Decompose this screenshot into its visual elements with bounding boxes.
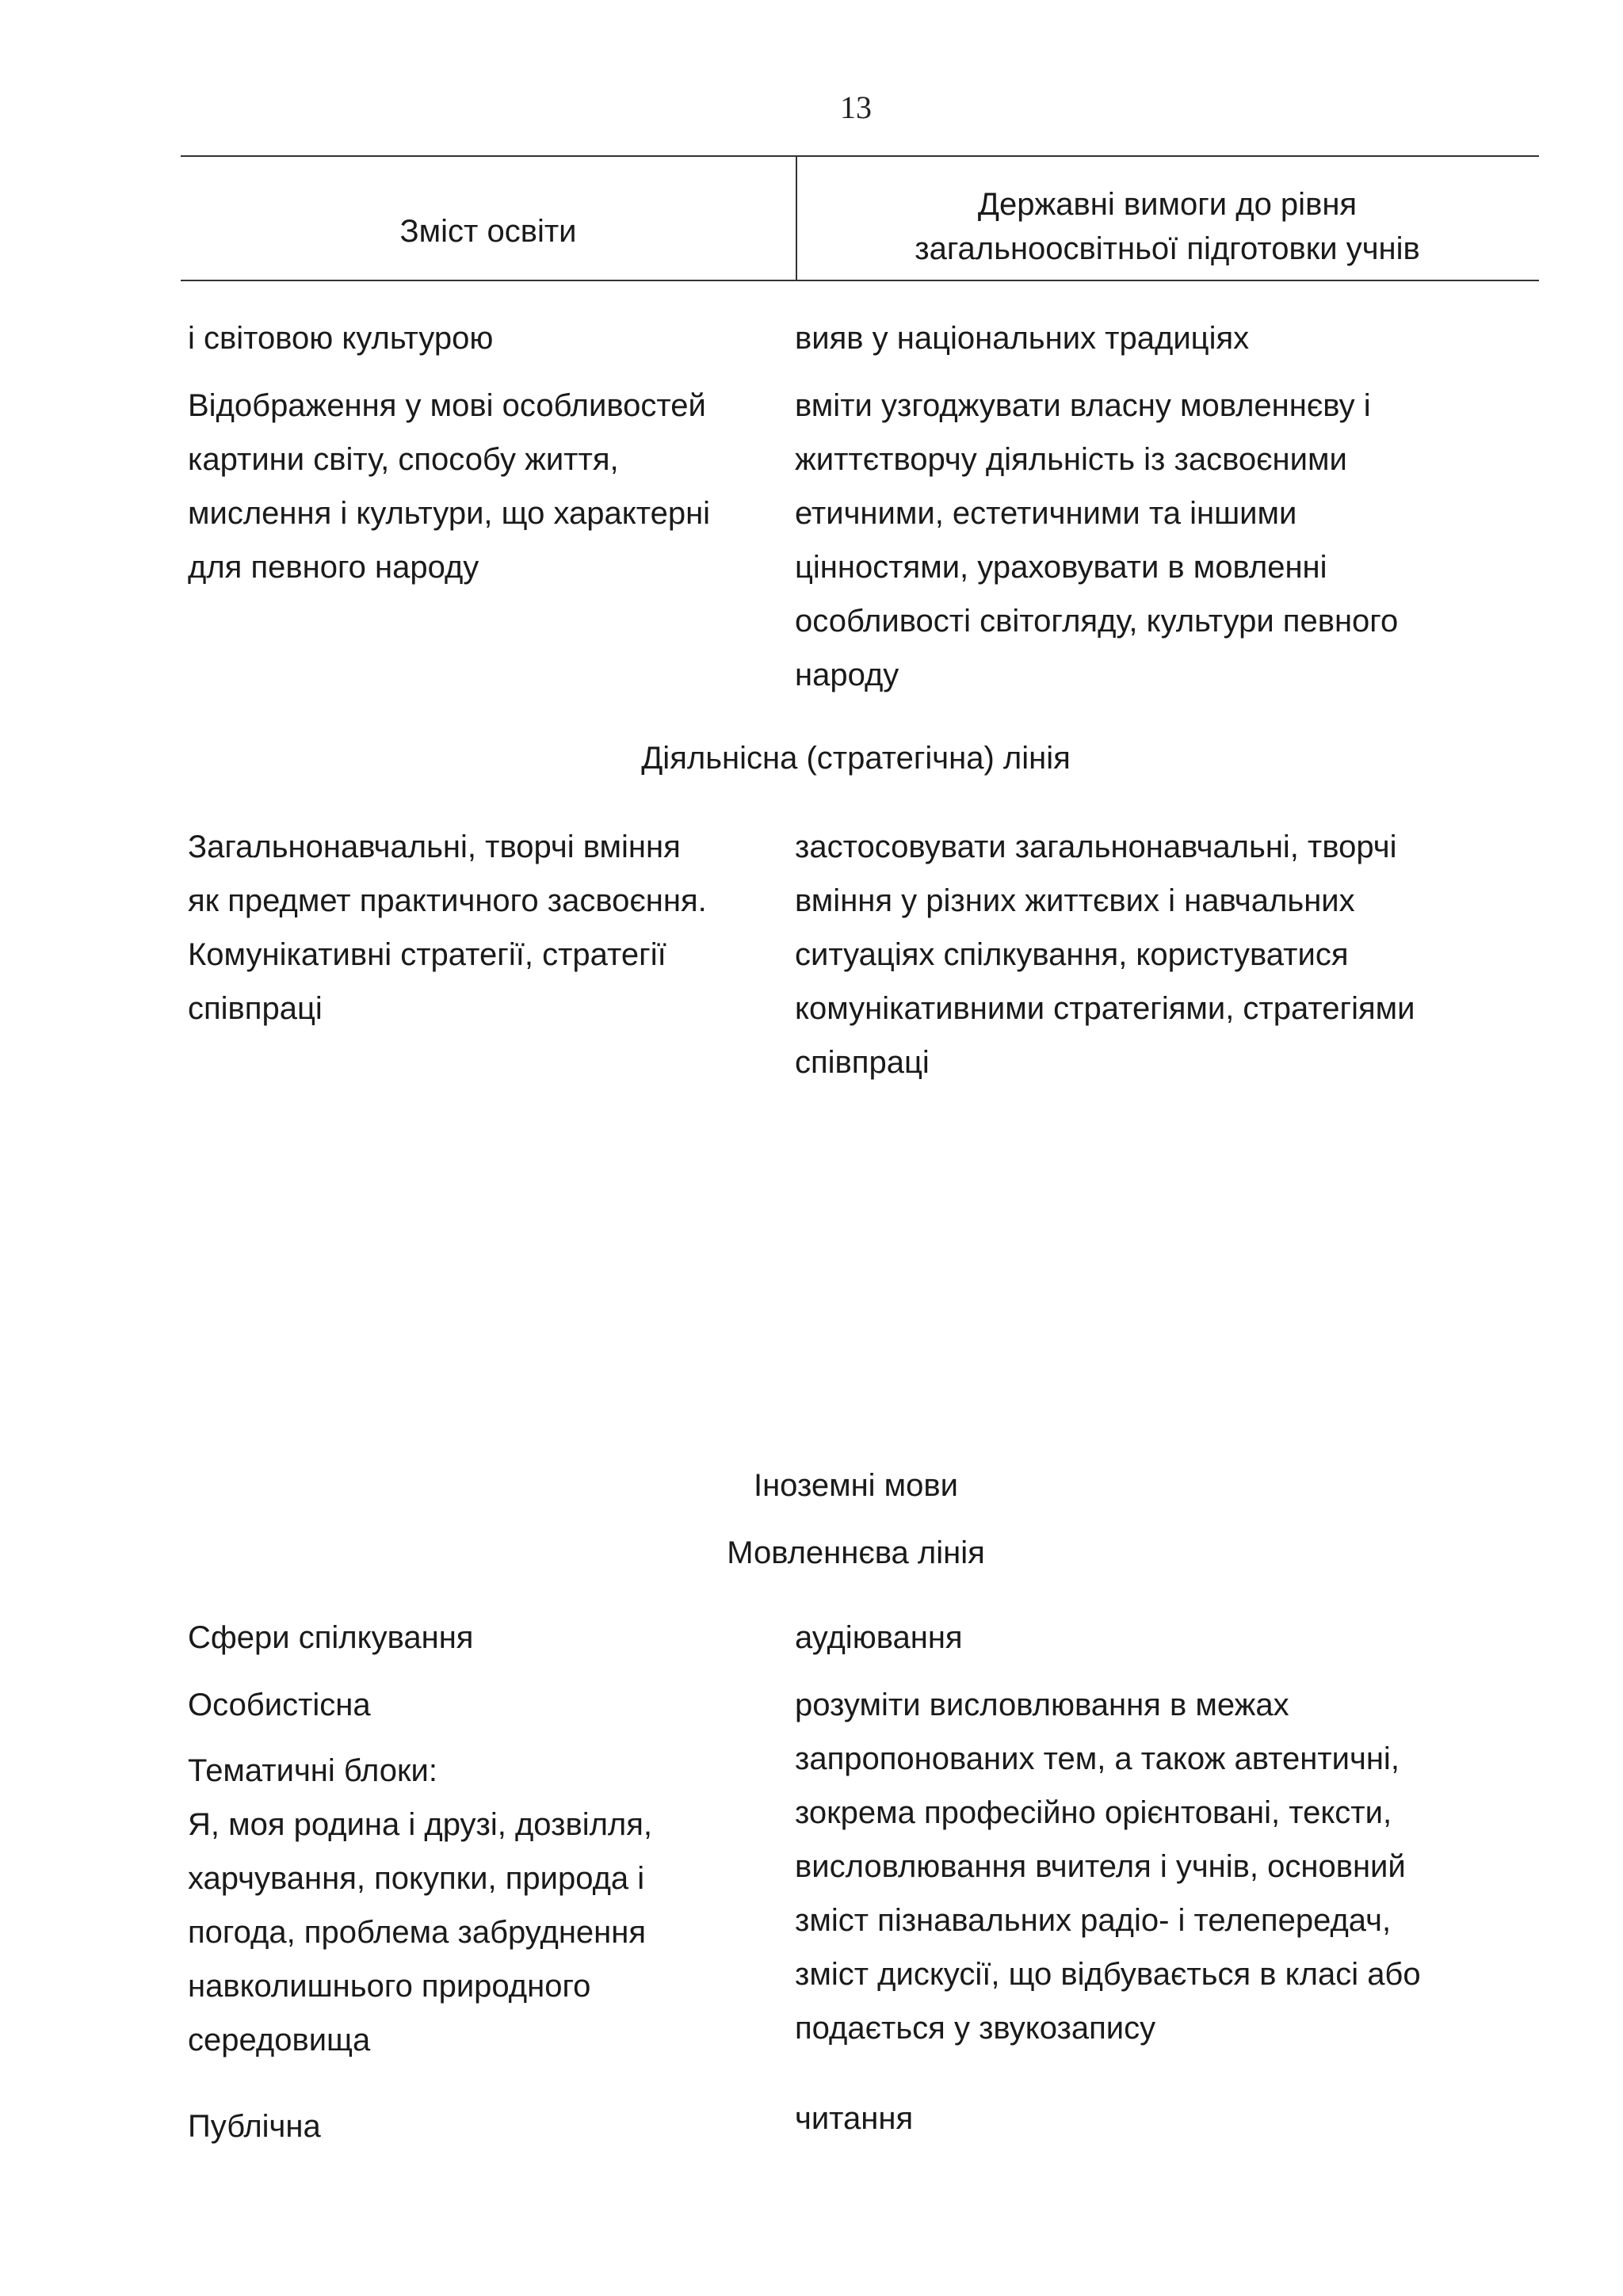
text-line: особливості світогляду, культури певного	[795, 604, 1399, 639]
text-line: етичними, естетичними та іншими	[795, 496, 1297, 531]
text-line: вияв у національних традиціях	[795, 321, 1250, 356]
text-line: харчування, покупки, природа і	[188, 1861, 645, 1896]
row-2-left	[188, 379, 710, 594]
text-line: зокрема професійно орієнтовані, тексти,	[795, 1795, 1392, 1830]
text-line: як предмет практичного засвоєння.	[188, 883, 707, 918]
row-activity-left	[188, 820, 707, 1035]
text-line: запропонованих тем, а також автентичні,	[795, 1741, 1400, 1776]
text-line: для певного народу	[188, 550, 479, 585]
text-line: цінностями, ураховувати в мовленні	[795, 550, 1327, 585]
row-1-right	[795, 311, 1249, 365]
row-1-left	[188, 311, 493, 365]
text-line: мислення і культури, що характерні	[188, 496, 711, 531]
text-line: картини світу, способу життя,	[188, 442, 619, 477]
text-line: висловлювання вчителя і учнів, основний	[795, 1849, 1406, 1884]
thematic-blocks-list	[188, 1798, 652, 2067]
header-right-line: загальноосвітньої підготовки учнів	[915, 231, 1420, 266]
text-line: розуміти висловлювання в межах	[795, 1688, 1289, 1722]
text-line: вміння у різних життєвих і навчальних	[795, 883, 1355, 918]
section-heading-activity: Діяльнісна (стратегічна) лінія	[641, 741, 1071, 776]
text-line: ситуаціях спілкування, користуватися	[795, 937, 1349, 972]
reading-label: читання	[795, 2101, 914, 2136]
text-line: застосовувати загальнонавчальні, творчі	[795, 830, 1397, 864]
text-line: погода, проблема забруднення	[188, 1915, 646, 1950]
text-line: навколишнього природного	[188, 1969, 591, 2004]
text-line: життєтворчу діяльність із засвоєними	[795, 442, 1347, 477]
personal-label: Особистісна	[188, 1688, 371, 1722]
listening-label: аудіювання	[795, 1620, 963, 1655]
header-left: Зміст освіти	[399, 214, 577, 249]
text-line: комунікативними стратегіями, стратегіями	[795, 991, 1415, 1026]
row-activity-right	[795, 820, 1415, 1089]
spheres-label: Сфери спілкування	[188, 1620, 474, 1655]
text-line: і світовою культурою	[188, 321, 494, 356]
text-line: вміти узгоджувати власну мовленнєву і	[795, 388, 1371, 423]
text-line: подається у звукозапису	[795, 2011, 1156, 2046]
section-heading-foreign-languages: Іноземні мови	[753, 1468, 959, 1503]
table-top-rule	[181, 155, 1539, 157]
text-line: Комунікативні стратегії, стратегії	[188, 937, 666, 972]
section-heading-speech-line: Мовленнєва лінія	[727, 1535, 985, 1570]
text-line: народу	[795, 658, 899, 692]
table-header-bottom-rule	[181, 280, 1539, 281]
header-right	[796, 182, 1539, 271]
thematic-blocks-title: Тематичні блоки:	[188, 1753, 437, 1788]
listening-requirements	[795, 1678, 1421, 2055]
page-number: 13	[840, 90, 872, 125]
text-line: співпраці	[795, 1045, 930, 1080]
row-2-right	[795, 379, 1398, 702]
header-right-line: Державні вимоги до рівня	[977, 187, 1358, 222]
text-line: співпраці	[188, 991, 323, 1026]
text-line: Загальнонавчальні, творчі вміння	[188, 830, 681, 864]
text-line: зміст дискусії, що відбувається в класі або	[795, 1957, 1421, 1992]
text-line: зміст пізнавальних радіо- і телепередач,	[795, 1903, 1392, 1938]
text-line: Я, моя родина і друзі, дозвілля,	[188, 1807, 653, 1842]
text-line: Відображення у мові особливостей	[188, 388, 706, 423]
text-line: середовища	[188, 2023, 371, 2058]
public-label: Публічна	[188, 2109, 321, 2144]
